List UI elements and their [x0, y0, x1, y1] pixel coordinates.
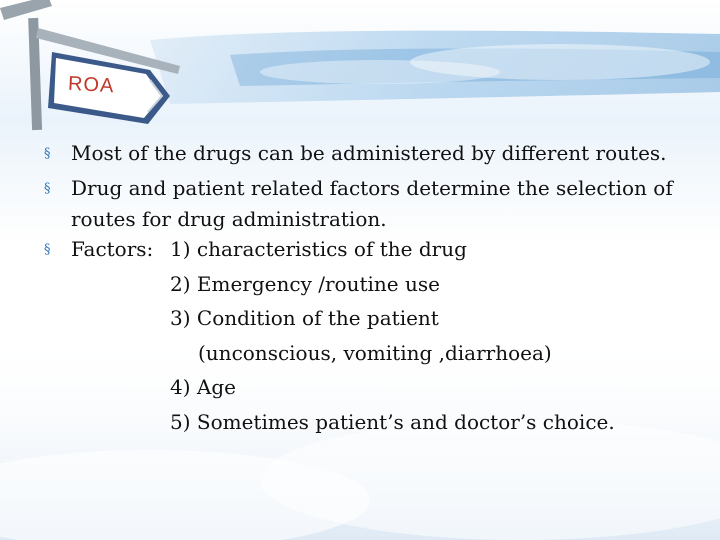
factor-item: 4) Age: [170, 375, 236, 399]
factors-bullet: [44, 234, 704, 434]
factors-label: Factors:: [71, 237, 154, 261]
bullet-text: Most of the drugs can be administered by different routes.: [71, 141, 667, 165]
factor-item: 2) Emergency /routine use: [170, 272, 440, 296]
factor-item: 1) characteristics of the drug: [170, 237, 467, 261]
bullet-marker-icon: §: [44, 181, 51, 196]
slide-title: ROA: [67, 72, 115, 98]
bullet-marker-icon: §: [44, 146, 51, 161]
factor-item: 5) Sometimes patient’s and doctor’s choice.: [170, 410, 615, 434]
road-sign-graphic: [0, 0, 200, 140]
factor-item-detail: (unconscious, vomiting ,diarrhoea): [198, 341, 552, 365]
bullet-text: Drug and patient related factors determine the selection of routes for drug administration.: [71, 176, 673, 231]
bullet-marker-icon: §: [44, 242, 51, 257]
factor-item: 3) Condition of the patient: [170, 306, 439, 330]
